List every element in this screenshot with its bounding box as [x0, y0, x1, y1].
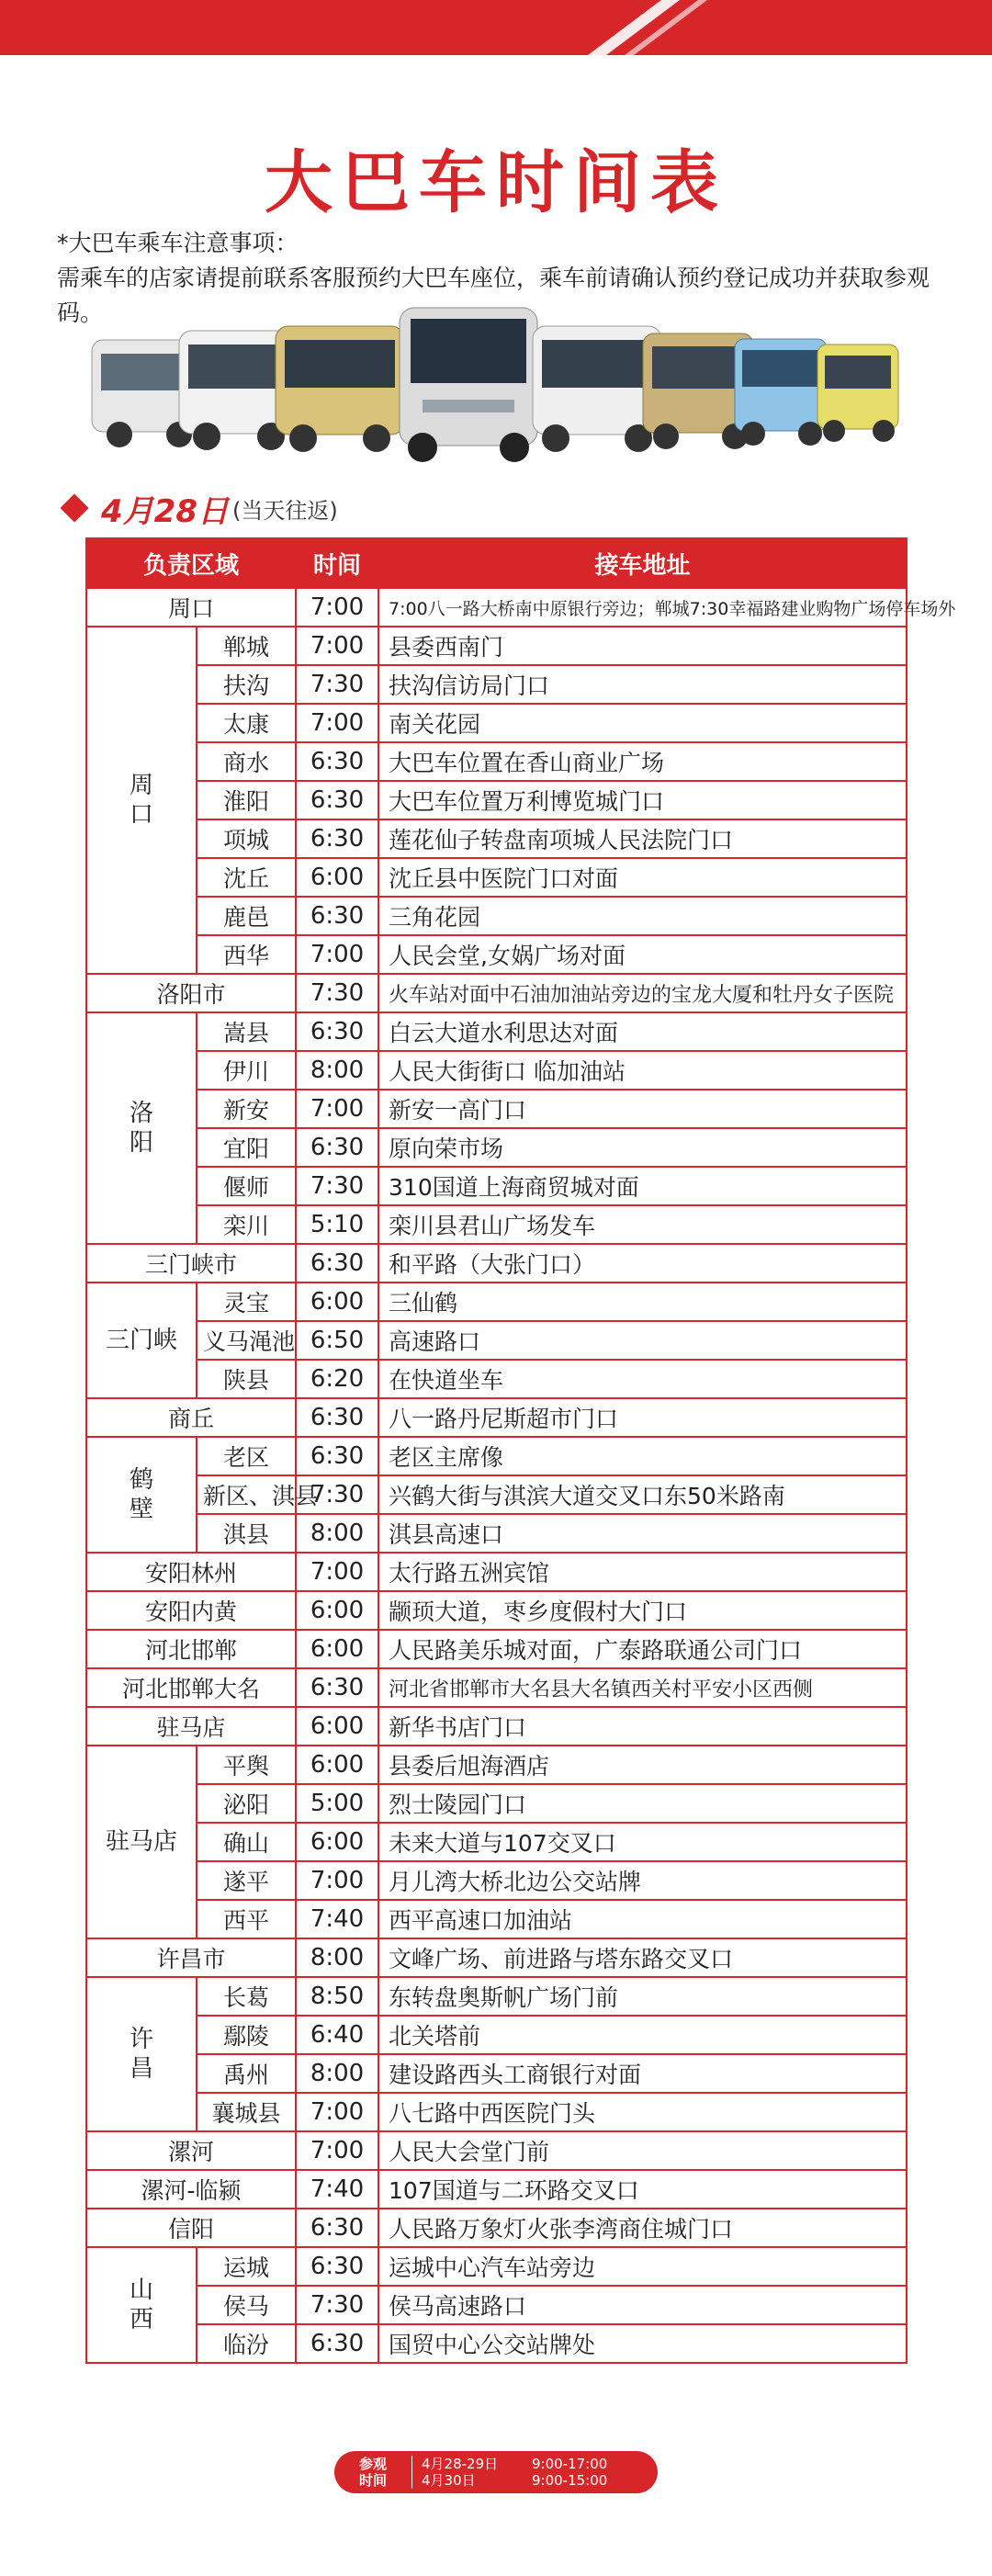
- visit-dates: [412, 2456, 523, 2489]
- subregion-cell: 新区、淇县: [197, 1475, 296, 1514]
- table-row: [86, 1514, 907, 1553]
- time-cell: 7:00: [296, 2131, 378, 2170]
- time-cell: 7:00: [296, 627, 378, 665]
- address-cell: 人民大街街口 临加油站: [378, 1051, 907, 1090]
- region-cell: 山 西: [86, 2247, 197, 2363]
- time-cell: 8:00: [296, 2054, 378, 2093]
- time-cell: 6:30: [296, 2324, 378, 2363]
- time-cell: 7:00: [296, 2093, 378, 2131]
- address-cell: 淇县高速口: [378, 1514, 907, 1553]
- subregion-cell: 宜阳: [197, 1128, 296, 1167]
- region-cell: 信阳: [86, 2209, 296, 2247]
- time-cell: 7:30: [296, 974, 378, 1012]
- table-row: [86, 1437, 907, 1475]
- section-date-header: [64, 485, 338, 531]
- time-cell: 8:00: [296, 1938, 378, 1977]
- table-row: [86, 1900, 907, 1938]
- subregion-cell: 侯马: [197, 2286, 296, 2324]
- subregion-cell: 泌阳: [197, 1784, 296, 1823]
- table-row: [86, 1938, 907, 1977]
- table-body: [86, 588, 956, 2363]
- address-cell: 西平高速口加油站: [378, 1900, 907, 1938]
- address-cell: 北关塔前: [378, 2016, 907, 2054]
- subregion-cell: 确山: [197, 1823, 296, 1861]
- subregion-cell: 西华: [197, 935, 296, 974]
- visit-date-2: 4月30日: [422, 2472, 476, 2489]
- table-header-row: [86, 538, 907, 588]
- address-cell: 八一路丹尼斯超市门口: [378, 1398, 907, 1437]
- table-row: [86, 1205, 907, 1244]
- table-row: [86, 1128, 907, 1167]
- subregion-cell: 偃师: [197, 1167, 296, 1205]
- subregion-cell: 陕县: [197, 1360, 296, 1398]
- table-row: [86, 2093, 907, 2131]
- region-cell: 许昌市: [86, 1938, 296, 1977]
- table-row: [86, 1475, 907, 1514]
- time-cell: 7:30: [296, 1167, 378, 1205]
- region-cell: 驻马店: [86, 1746, 197, 1938]
- region-cell: 河北邯郸: [86, 1630, 296, 1668]
- time-cell: 8:00: [296, 1051, 378, 1090]
- visit-hours-2: 9:00-15:00: [532, 2472, 608, 2489]
- time-cell: 6:30: [296, 1668, 378, 1707]
- table-row: [86, 1398, 907, 1437]
- subregion-cell: 嵩县: [197, 1012, 296, 1051]
- address-cell: 人民会堂,女娲广场对面: [378, 935, 907, 974]
- time-cell: 6:00: [296, 1630, 378, 1668]
- region-cell: 驻马店: [86, 1707, 296, 1746]
- time-cell: 5:00: [296, 1784, 378, 1823]
- table-row: [86, 1668, 907, 1707]
- table-row: [86, 1167, 907, 1205]
- region-cell: 漯河-临颍: [86, 2170, 296, 2209]
- table-row: [86, 588, 907, 627]
- diamond-icon: [60, 493, 88, 522]
- address-cell: 人民路万象灯火张李湾商住城门口: [378, 2209, 907, 2247]
- table-row: [86, 1591, 907, 1630]
- subregion-cell: 太康: [197, 704, 296, 742]
- address-cell: 在快道坐车: [378, 1360, 907, 1398]
- region-cell: 周 口: [86, 627, 197, 974]
- time-cell: 6:30: [296, 2247, 378, 2286]
- subregion-cell: 郸城: [197, 627, 296, 665]
- address-cell: 颛顼大道，枣乡度假村大门口: [378, 1591, 907, 1630]
- subregion-cell: 鄢陵: [197, 2016, 296, 2054]
- visit-label-2: 时间: [358, 2472, 387, 2489]
- region-cell: 洛阳市: [86, 974, 296, 1012]
- address-cell: 侯马高速路口: [378, 2286, 907, 2324]
- time-cell: 6:30: [296, 897, 378, 935]
- subregion-cell: 沈丘: [197, 858, 296, 897]
- visit-label-1: 参观: [358, 2456, 387, 2472]
- region-cell: 河北邯郸大名: [86, 1668, 296, 1707]
- address-cell: 三角花园: [378, 897, 907, 935]
- time-cell: 7:40: [296, 1900, 378, 1938]
- table-row: [86, 1090, 907, 1128]
- time-cell: 5:10: [296, 1205, 378, 1244]
- table-row: [86, 1553, 907, 1591]
- address-cell: 沈丘县中医院门口对面: [378, 858, 907, 897]
- time-cell: 6:40: [296, 2016, 378, 2054]
- table-row: [86, 781, 907, 819]
- table-row: [86, 1823, 907, 1861]
- time-cell: 6:00: [296, 1591, 378, 1630]
- region-cell: 安阳内黄: [86, 1591, 296, 1630]
- address-cell: 文峰广场、前进路与塔东路交叉口: [378, 1938, 907, 1977]
- time-cell: 6:30: [296, 2209, 378, 2247]
- time-cell: 6:30: [296, 1244, 378, 1282]
- time-cell: 7:30: [296, 2286, 378, 2324]
- header-time: 时间: [296, 538, 378, 588]
- subregion-cell: 淮阳: [197, 781, 296, 819]
- time-cell: 6:30: [296, 819, 378, 858]
- address-cell: 县委后旭海酒店: [378, 1746, 907, 1784]
- table-row: [86, 897, 907, 935]
- table-row: [86, 1707, 907, 1746]
- subregion-cell: 襄城县: [197, 2093, 296, 2131]
- address-cell: 白云大道水利思达对面: [378, 1012, 907, 1051]
- table-row: [86, 1282, 907, 1321]
- subregion-cell: 扶沟: [197, 665, 296, 704]
- address-cell: 新华书店门口: [378, 1707, 907, 1746]
- address-cell: 310国道上海商贸城对面: [378, 1167, 907, 1205]
- visit-time-label: [334, 2456, 412, 2489]
- table-row: [86, 2131, 907, 2170]
- region-cell: 漯河: [86, 2131, 296, 2170]
- section-date: 4月28日: [101, 492, 229, 530]
- subregion-cell: 项城: [197, 819, 296, 858]
- subregion-cell: 伊川: [197, 1051, 296, 1090]
- address-cell: 莲花仙子转盘南项城人民法院门口: [378, 819, 907, 858]
- table-row: [86, 2286, 907, 2324]
- time-cell: 6:20: [296, 1360, 378, 1398]
- time-cell: 7:00: [296, 588, 378, 627]
- subregion-cell: 遂平: [197, 1861, 296, 1900]
- address-cell: 火车站对面中石油加油站旁边的宝龙大厦和牡丹女子医院: [378, 974, 907, 1012]
- address-cell: 国贸中心公交站牌处: [378, 2324, 907, 2363]
- address-cell: 107国道与二环路交叉口: [378, 2170, 907, 2209]
- notice-heading: *大巴车乘车注意事项：: [57, 230, 299, 256]
- subregion-cell: 长葛: [197, 1977, 296, 2016]
- table-row: [86, 1861, 907, 1900]
- visit-hours-1: 9:00-17:00: [532, 2456, 608, 2472]
- address-cell: 老区主席像: [378, 1437, 907, 1475]
- region-cell: 许 昌: [86, 1977, 197, 2131]
- table-row: [86, 1977, 907, 2016]
- subregion-cell: 鹿邑: [197, 897, 296, 935]
- region-cell: 洛 阳: [86, 1012, 197, 1244]
- table-row: [86, 742, 907, 781]
- address-cell: 月儿湾大桥北边公交站牌: [378, 1861, 907, 1900]
- address-cell: 八七路中西医院门头: [378, 2093, 907, 2131]
- subregion-cell: 淇县: [197, 1514, 296, 1553]
- visit-date-1: 4月28-29日: [422, 2456, 499, 2472]
- time-cell: 6:30: [296, 742, 378, 781]
- region-cell: 周口: [86, 588, 296, 627]
- section-date-note: (当天往返): [231, 497, 338, 524]
- address-cell: 兴鹤大街与淇滨大道交叉口东50米路南: [378, 1475, 907, 1514]
- address-cell: 和平路（大张门口）: [378, 1244, 907, 1282]
- table-row: [86, 1784, 907, 1823]
- bus-lineup-illustration: [92, 299, 900, 464]
- address-cell: 东转盘奥斯帆广场门前: [378, 1977, 907, 2016]
- time-cell: 8:50: [296, 1977, 378, 2016]
- subregion-cell: 运城: [197, 2247, 296, 2286]
- region-cell: 鹤 壁: [86, 1437, 197, 1553]
- table-row: [86, 2209, 907, 2247]
- region-cell: 三门峡市: [86, 1244, 296, 1282]
- time-cell: 7:00: [296, 1090, 378, 1128]
- address-cell: 三仙鹤: [378, 1282, 907, 1321]
- address-cell: 人民路美乐城对面，广泰路联通公司门口: [378, 1630, 907, 1668]
- table-row: [86, 627, 907, 665]
- time-cell: 6:30: [296, 1128, 378, 1167]
- time-cell: 6:00: [296, 1707, 378, 1746]
- header-region: 负责区域: [86, 538, 296, 588]
- address-cell: 高速路口: [378, 1321, 907, 1360]
- address-cell: 栾川县君山广场发车: [378, 1205, 907, 1244]
- time-cell: 7:00: [296, 704, 378, 742]
- table-row: [86, 858, 907, 897]
- time-cell: 6:50: [296, 1321, 378, 1360]
- subregion-cell: 栾川: [197, 1205, 296, 1244]
- visit-hours: [523, 2456, 607, 2489]
- time-cell: 6:00: [296, 858, 378, 897]
- subregion-cell: 临汾: [197, 2324, 296, 2363]
- table-row: [86, 935, 907, 974]
- notice-body: 需乘车的店家请提前联系客服预约大巴车座位，乘车前请确认预约登记成功并获取参观码。: [57, 265, 930, 326]
- address-cell: 河北省邯郸市大名县大名镇西关村平安小区西侧: [378, 1668, 907, 1707]
- subregion-cell: 禹州: [197, 2054, 296, 2093]
- address-cell: 大巴车位置在香山商业广场: [378, 742, 907, 781]
- region-cell: 安阳林州: [86, 1553, 296, 1591]
- time-cell: 6:00: [296, 1746, 378, 1784]
- time-cell: 7:00: [296, 1553, 378, 1591]
- time-cell: 8:00: [296, 1514, 378, 1553]
- subregion-cell: 西平: [197, 1900, 296, 1938]
- address-cell: 大巴车位置万利博览城门口: [378, 781, 907, 819]
- time-cell: 7:30: [296, 1475, 378, 1514]
- page-title: 大巴车时间表: [265, 143, 727, 222]
- address-cell: 人民大会堂门前: [378, 2131, 907, 2170]
- table-row: [86, 2324, 907, 2363]
- table-row: [86, 704, 907, 742]
- table-row: [86, 974, 907, 1012]
- table-row: [86, 1746, 907, 1784]
- time-cell: 7:00: [296, 1861, 378, 1900]
- time-cell: 6:00: [296, 1823, 378, 1861]
- table-row: [86, 2170, 907, 2209]
- subregion-cell: 灵宝: [197, 1282, 296, 1321]
- table-row: [86, 1630, 907, 1668]
- table-row: [86, 1360, 907, 1398]
- subregion-cell: 老区: [197, 1437, 296, 1475]
- subregion-cell: 平舆: [197, 1746, 296, 1784]
- bus-schedule-table: [85, 537, 956, 2364]
- time-cell: 7:00: [296, 935, 378, 974]
- address-cell: 运城中心汽车站旁边: [378, 2247, 907, 2286]
- table-row: [86, 819, 907, 858]
- subregion-cell: 义马渑池: [197, 1321, 296, 1360]
- top-red-band: [0, 0, 992, 55]
- address-cell: 原向荣市场: [378, 1128, 907, 1167]
- time-cell: 7:40: [296, 2170, 378, 2209]
- region-cell: 商丘: [86, 1398, 296, 1437]
- time-cell: 6:30: [296, 1398, 378, 1437]
- address-cell: 太行路五洲宾馆: [378, 1553, 907, 1591]
- table-row: [86, 1321, 907, 1360]
- time-cell: 6:30: [296, 1437, 378, 1475]
- address-cell: 县委西南门: [378, 627, 907, 665]
- subregion-cell: 商水: [197, 742, 296, 781]
- table-row: [86, 1051, 907, 1090]
- visit-time-badge: [334, 2451, 658, 2493]
- address-cell: 南关花园: [378, 704, 907, 742]
- time-cell: 6:30: [296, 1012, 378, 1051]
- table-row: [86, 1012, 907, 1051]
- table-row: [86, 1244, 907, 1282]
- address-cell: 烈士陵园门口: [378, 1784, 907, 1823]
- header-address: 接车地址: [378, 538, 907, 588]
- table-row: [86, 2054, 907, 2093]
- address-cell: 扶沟信访局门口: [378, 665, 907, 704]
- address-cell: 新安一高门口: [378, 1090, 907, 1128]
- table-row: [86, 2247, 907, 2286]
- address-cell: 未来大道与107交叉口: [378, 1823, 907, 1861]
- table-row: [86, 665, 907, 704]
- address-cell: 7:00八一路大桥南中原银行旁边；郸城7:30幸福路建业购物广场停车场外: [378, 588, 907, 627]
- address-cell: 建设路西头工商银行对面: [378, 2054, 907, 2093]
- time-cell: 6:30: [296, 781, 378, 819]
- time-cell: 6:00: [296, 1282, 378, 1321]
- region-cell: 三门峡: [86, 1282, 197, 1398]
- time-cell: 7:30: [296, 665, 378, 704]
- table-row: [86, 2016, 907, 2054]
- schedule-table-wrap: [85, 537, 956, 2364]
- subregion-cell: 新安: [197, 1090, 296, 1128]
